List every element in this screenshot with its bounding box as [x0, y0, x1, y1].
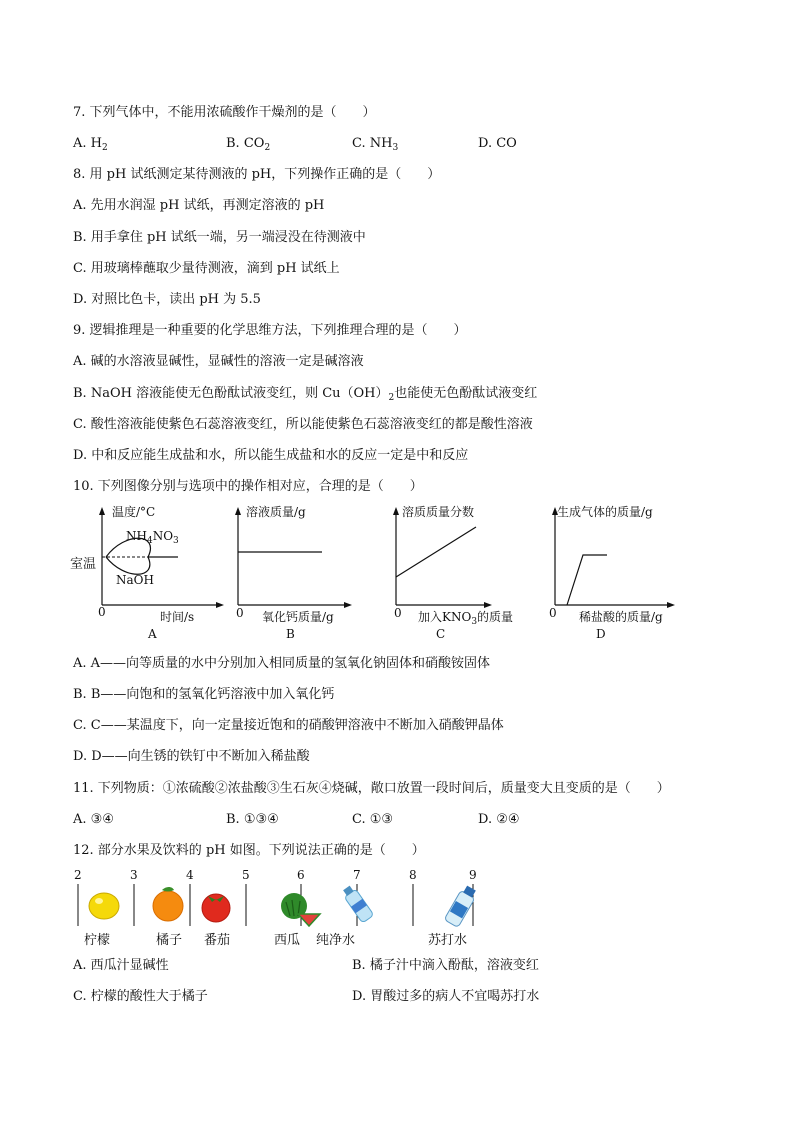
q8-option-b: B. 用手拿住 pH 试纸一端，另一端浸没在待测液中 — [73, 230, 366, 245]
q11-option-d: D. ②④ — [478, 812, 520, 827]
q10-stem: 10. 下列图像分别与选项中的操作相对应，合理的是（ ） — [73, 479, 423, 494]
q8-option-c: C. 用玻璃棒蘸取少量待测液，滴到 pH 试纸上 — [73, 261, 340, 276]
q12-option-d: D. 胃酸过多的病人不宜喝苏打水 — [352, 989, 540, 1004]
soda-water-label: 苏打水 — [428, 933, 468, 948]
q7-stem: 7. 下列气体中，不能用浓硫酸作干燥剂的是（ ） — [73, 105, 376, 120]
q9-option-b: B. NaOH 溶液能使无色酚酞试液变红，则 $Cu(OH)_2$也能使无色酚酞试液变红 — [73, 386, 538, 403]
q8-option-a: A. 先用水润湿 pH 试纸，再测定溶液的 pH — [73, 198, 325, 213]
watermelon-label: 西瓜 — [274, 933, 301, 948]
graph-d-xlabel: 稀盐酸的质量/g — [579, 610, 663, 624]
tomato-label: 番茄 — [204, 933, 231, 948]
ph-tick-5: 5 — [242, 868, 250, 882]
orange-icon — [153, 887, 183, 921]
q7-option-b: B. $CO_2$ — [226, 136, 271, 153]
graph-a-nh4no3-label: $NH_4NO_3$ — [126, 529, 179, 546]
q12-stem: 12. 部分水果及饮料的 pH 如图。下列说法正确的是（ ） — [73, 843, 425, 858]
ph-tick-2: 2 — [74, 868, 82, 882]
q9-option-c: C. 酸性溶液能使紫色石蕊溶液变红，所以能使紫色石蕊溶液变红的都是酸性溶液 — [73, 417, 533, 432]
ph-tick-4: 4 — [186, 868, 194, 882]
q10-option-a: A. A——向等质量的水中分别加入相同质量的氢氧化钠固体和硝酸铵固体 — [73, 656, 491, 671]
q7-option-d: D. CO — [478, 136, 517, 151]
ph-scale-figure — [70, 868, 490, 948]
tomato-icon — [202, 894, 230, 922]
q10-option-c: C. C——某温度下，向一定量接近饱和的硝酸钾溶液中不断加入硝酸钾晶体 — [73, 718, 504, 733]
graph-c-xlabel: 加入$KNO_3$的质量 — [418, 610, 514, 627]
ph-tick-6: 6 — [297, 868, 305, 882]
q7-option-c: C. $NH_3$ — [352, 136, 399, 153]
ph-tick-3: 3 — [130, 868, 138, 882]
graph-a-letter: A — [148, 627, 157, 641]
graph-d-letter: D — [596, 627, 606, 641]
graph-a-ylabel: 温度/°C — [112, 505, 156, 519]
graph-a-naoh-label: NaOH — [116, 573, 154, 587]
graph-b — [230, 505, 360, 645]
lemon-label: 柠檬 — [84, 933, 111, 948]
graph-a-room-temp: 室温 — [70, 557, 97, 572]
ph-tick-9: 9 — [469, 868, 477, 882]
ph-tick-8: 8 — [409, 868, 417, 882]
q11-option-c: C. ①③ — [352, 812, 394, 827]
q11-option-a: A. ③④ — [73, 812, 114, 827]
graph-c — [388, 505, 528, 645]
graph-d — [545, 505, 690, 645]
q10-option-b: B. B——向饱和的氢氧化钙溶液中加入氧化钙 — [73, 687, 335, 702]
graph-a — [70, 505, 230, 645]
graph-c-letter: C — [436, 627, 446, 641]
graph-a-origin: 0 — [98, 605, 106, 619]
graph-d-ylabel: 生成气体的质量/g — [557, 505, 653, 519]
pure-water-label: 纯净水 — [316, 933, 356, 948]
graph-b-origin: 0 — [236, 606, 244, 620]
q12-option-c: C. 柠檬的酸性大于橘子 — [73, 989, 208, 1004]
ph-tick-7: 7 — [353, 868, 361, 882]
q8-option-d: D. 对照比色卡，读出 pH 为 5.5 — [73, 292, 261, 307]
q11-option-b: B. ①③④ — [226, 812, 279, 827]
naoh-curve — [106, 557, 150, 574]
q9-stem: 9. 逻辑推理是一种重要的化学思维方法，下列推理合理的是（ ） — [73, 323, 467, 338]
q12-option-a: A. 西瓜汁显碱性 — [73, 958, 169, 973]
q7-option-a: A. $H_2$ — [73, 136, 108, 153]
q9-option-d: D. 中和反应能生成盐和水，所以能生成盐和水的反应一定是中和反应 — [73, 448, 469, 463]
graph-c-origin: 0 — [394, 606, 402, 620]
graph-a-xlabel: 时间/s — [160, 610, 195, 624]
q8-stem: 8. 用 pH 试纸测定某待测液的 pH，下列操作正确的是（ ） — [73, 167, 441, 182]
q10-option-d: D. D——向生锈的铁钉中不断加入稀盐酸 — [73, 749, 310, 764]
orange-label: 橘子 — [156, 933, 183, 948]
graph-b-ylabel: 溶液质量/g — [246, 505, 306, 519]
graph-c-ylabel: 溶质质量分数 — [402, 505, 475, 519]
q9-option-a: A. 碱的水溶液显碱性，显碱性的溶液一定是碱溶液 — [73, 354, 364, 369]
graph-d-line — [567, 555, 607, 605]
graph-c-line — [396, 527, 476, 577]
graph-b-xlabel: 氧化钙质量/g — [262, 610, 334, 624]
graph-d-origin: 0 — [549, 606, 557, 620]
q11-stem: 11. 下列物质：①浓硫酸②浓盐酸③生石灰④烧碱，敞口放置一段时间后，质量变大且变质的是（ ） — [73, 781, 670, 796]
lemon-icon — [89, 893, 119, 919]
q12-option-b: B. 橘子汁中滴入酚酞，溶液变红 — [352, 958, 539, 973]
graph-b-letter: B — [286, 627, 295, 641]
